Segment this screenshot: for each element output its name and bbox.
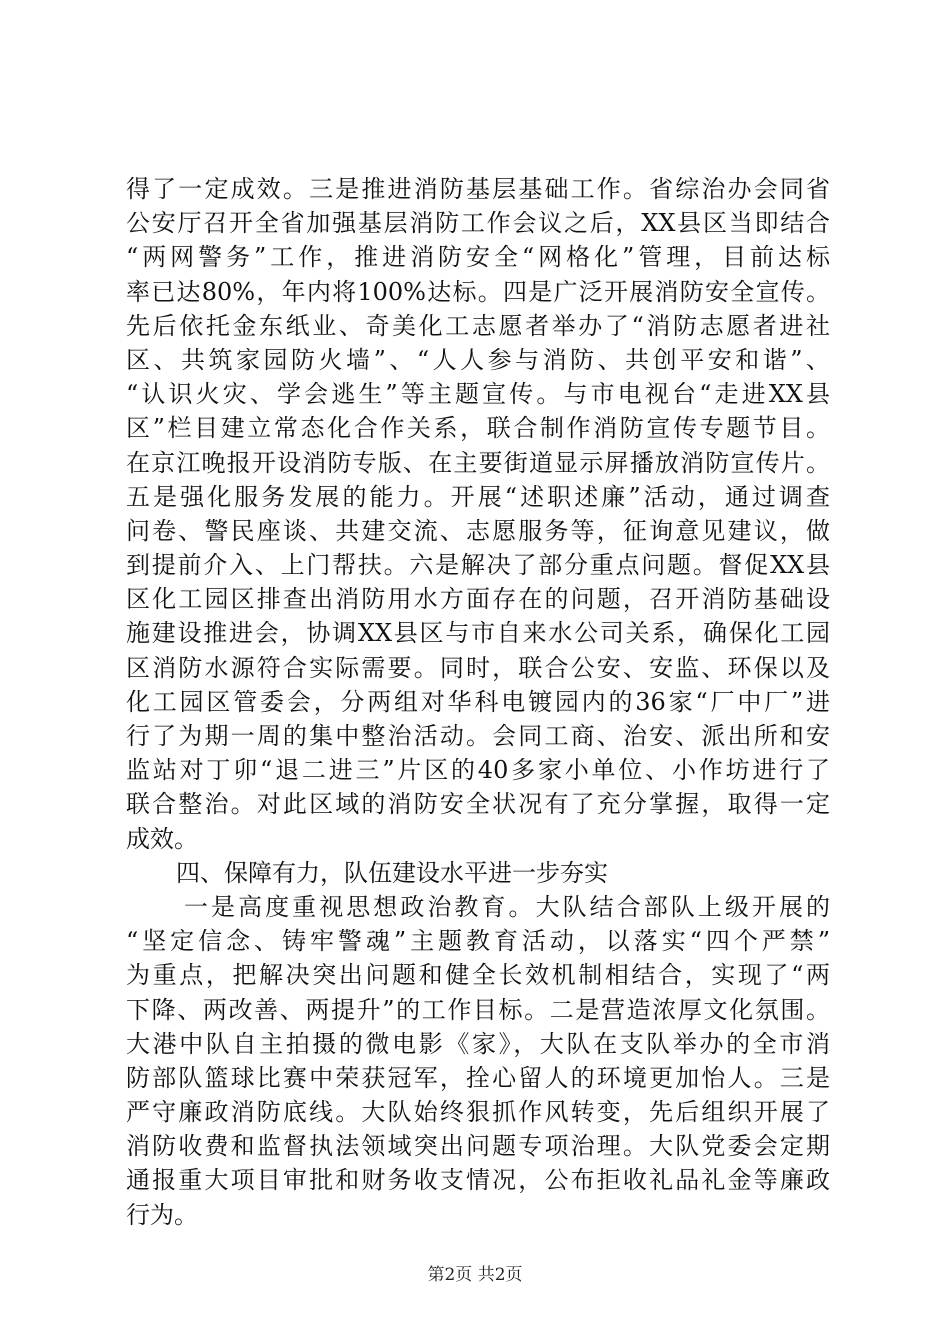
text-line: 大港中队自主拍摄的微电影《家》，大队在支队举办的全市消: [126, 1029, 830, 1058]
text-line: “坚定信念、铸牢警魂”主题教育活动，以落实“四个严禁”: [126, 927, 830, 956]
page-footer: 第2页 共2页: [427, 1265, 523, 1285]
text-line: 化工园区管委会，分两组对华科电镀园内的36家“厂中厂”进: [126, 687, 830, 716]
text-line: 行为。: [126, 1200, 198, 1229]
text-line: 监站对丁卯“退二进三”片区的40多家小单位、小作坊进行了: [126, 756, 830, 785]
document-body: [126, 172, 830, 1232]
text-line: 问卷、警民座谈、共建交流、志愿服务等，征询意见建议，做: [126, 516, 830, 545]
text-line: 为重点，把解决突出问题和健全长效机制相结合，实现了“两: [126, 961, 830, 990]
text-line: 得了一定成效。三是推进消防基层基础工作。省综治办会同省: [126, 175, 830, 203]
text-line: 到提前介入、上门帮扶。六是解决了部分重点问题。督促XX县: [126, 551, 830, 580]
text-line: 五是强化服务发展的能力。开展“述职述廉”活动，通过调查: [126, 482, 830, 511]
text-line: 施建设推进会，协调XX县区与市自来水公司关系，确保化工园: [126, 619, 830, 648]
text-line: 防部队篮球比赛中荣获冠军，拴心留人的环境更加怡人。三是: [126, 1063, 830, 1092]
text-line: 率已达80%，年内将100%达标。四是广泛开展消防安全宣传。: [126, 277, 830, 306]
paragraph-2: [126, 890, 830, 1232]
section-heading: 四、保障有力，队伍建设水平进一步夯实: [176, 858, 608, 887]
text-line: 一是高度重视思想政治教育。大队结合部队上级开展的: [184, 892, 830, 921]
text-line: 先后依托金东纸业、奇美化工志愿者举办了“消防志愿者进社: [126, 311, 830, 340]
text-line: 区、共筑家园防火墙”、“人人参与消防、共创平安和谐”、: [126, 345, 830, 374]
text-line: 严守廉政消防底线。大队始终狠抓作风转变，先后组织开展了: [126, 1098, 830, 1127]
text-line: 行了为期一周的集中整治活动。会同工商、治安、派出所和安: [126, 722, 830, 750]
text-line: 公安厅召开全省加强基层消防工作会议之后，XX县区当即结合: [126, 209, 830, 238]
text-line: 区消防水源符合实际需要。同时，联合公安、安监、环保以及: [126, 653, 830, 682]
text-line: “认识火灾、学会逃生”等主题宣传。与市电视台“走进XX县: [126, 380, 830, 409]
text-line: 在京江晚报开设消防专版、在主要街道显示屏播放消防宣传片。: [126, 448, 830, 477]
text-line: 通报重大项目审批和财务收支情况，公布拒收礼品礼金等廉政: [126, 1166, 830, 1195]
text-line: 成效。: [126, 824, 198, 853]
text-line: 区化工园区排查出消防用水方面存在的问题，召开消防基础设: [126, 585, 830, 614]
paragraph-1: [126, 172, 830, 856]
text-line: 联合整治。对此区域的消防安全状况有了充分掌握，取得一定: [126, 790, 830, 819]
text-line: “两网警务”工作，推进消防安全“网格化”管理，目前达标: [126, 243, 830, 272]
text-line: 下降、两改善、两提升”的工作目标。二是营造浓厚文化氛围。: [126, 995, 830, 1024]
text-line: 区”栏目建立常态化合作关系，联合制作消防宣传专题节目。: [126, 414, 830, 443]
text-line: 消防收费和监督执法领域突出问题专项治理。大队党委会定期: [126, 1132, 830, 1161]
